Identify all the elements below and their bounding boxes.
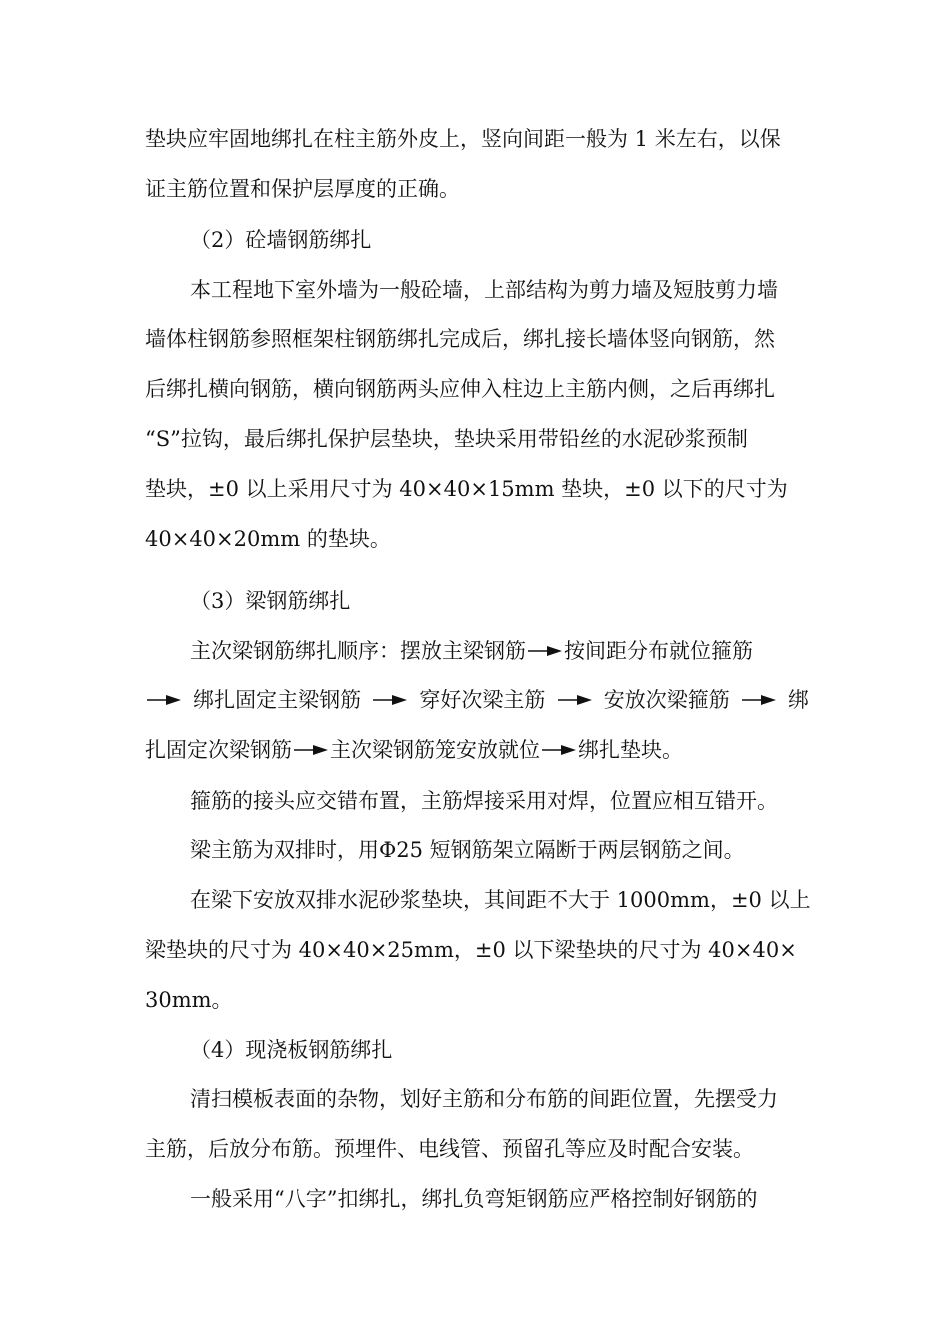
paragraph-line: 梁主筋为双排时，用Φ25 短钢筋架立隔断于两层钢筋之间。 <box>190 838 745 862</box>
paragraph-line: 垫块，±0 以上采用尺寸为 40×40×15mm 垫块，±0 以下的尺寸为 <box>145 477 788 501</box>
sequence-step: 穿好次梁主筋 <box>419 688 546 712</box>
arrow-right-icon <box>540 734 578 766</box>
sequence-line-3 <box>145 734 809 766</box>
paragraph-line: 箍筋的接头应交错布置，主筋焊接采用对焊，位置应相互错开。 <box>190 789 778 813</box>
sequence-step: 绑扎固定主梁钢筋 <box>193 688 362 712</box>
sequence-step: 安放次梁箍筋 <box>603 688 730 712</box>
arrow-right-icon <box>292 734 330 766</box>
sequence-step: 按间距分布就位箍筋 <box>564 639 753 663</box>
arrow-right-icon <box>740 684 778 716</box>
paragraph-line: 在梁下安放双排水泥砂浆垫块，其间距不大于 1000mm，±0 以上 <box>190 888 811 912</box>
paragraph-line: 证主筋位置和保护层厚度的正确。 <box>145 177 460 201</box>
sequence-step: 主次梁钢筋笼安放就位 <box>330 738 540 762</box>
arrow-right-icon <box>371 684 409 716</box>
sequence-step: 绑 <box>787 688 809 712</box>
sequence-step: 扎固定次梁钢筋 <box>145 738 292 762</box>
sequence-step: 主次梁钢筋绑扎顺序：摆放主梁钢筋 <box>190 639 526 663</box>
paragraph-line: “S”拉钩，最后绑扎保护层垫块，垫块采用带铅丝的水泥砂浆预制 <box>145 427 748 451</box>
paragraph-line: 一般采用“八字”扣绑扎，绑扎负弯矩钢筋应严格控制好钢筋的 <box>190 1187 758 1211</box>
arrow-right-icon <box>556 684 594 716</box>
paragraph-line: 本工程地下室外墙为一般砼墙，上部结构为剪力墙及短肢剪力墙 <box>190 278 778 302</box>
section-heading-2: （2）砼墙钢筋绑扎 <box>190 228 372 252</box>
paragraph-line: 墙体柱钢筋参照框架柱钢筋绑扎完成后，绑扎接长墙体竖向钢筋，然 <box>145 327 775 351</box>
paragraph-line: 主筋，后放分布筋。预埋件、电线管、预留孔等应及时配合安装。 <box>145 1137 754 1161</box>
paragraph-line: 30mm。 <box>145 988 233 1012</box>
sequence-line-1 <box>190 635 810 667</box>
section-heading-3: （3）梁钢筋绑扎 <box>190 589 351 613</box>
paragraph-line: 梁垫块的尺寸为 40×40×25mm，±0 以下梁垫块的尺寸为 40×40× <box>145 938 797 962</box>
paragraph-line: 垫块应牢固地绑扎在柱主筋外皮上，竖向间距一般为 1 米左右，以保 <box>145 127 781 151</box>
arrow-right-icon <box>145 684 183 716</box>
arrow-right-icon <box>526 635 564 667</box>
paragraph-line: 40×40×20mm 的垫块。 <box>145 527 391 551</box>
sequence-line-2 <box>145 684 809 716</box>
sequence-step: 绑扎垫块。 <box>578 738 683 762</box>
paragraph-line: 清扫模板表面的杂物，划好主筋和分布筋的间距位置，先摆受力 <box>190 1087 778 1111</box>
section-heading-4: （4）现浇板钢筋绑扎 <box>190 1038 393 1062</box>
paragraph-line: 后绑扎横向钢筋，横向钢筋两头应伸入柱边上主筋内侧，之后再绑扎 <box>145 377 775 401</box>
